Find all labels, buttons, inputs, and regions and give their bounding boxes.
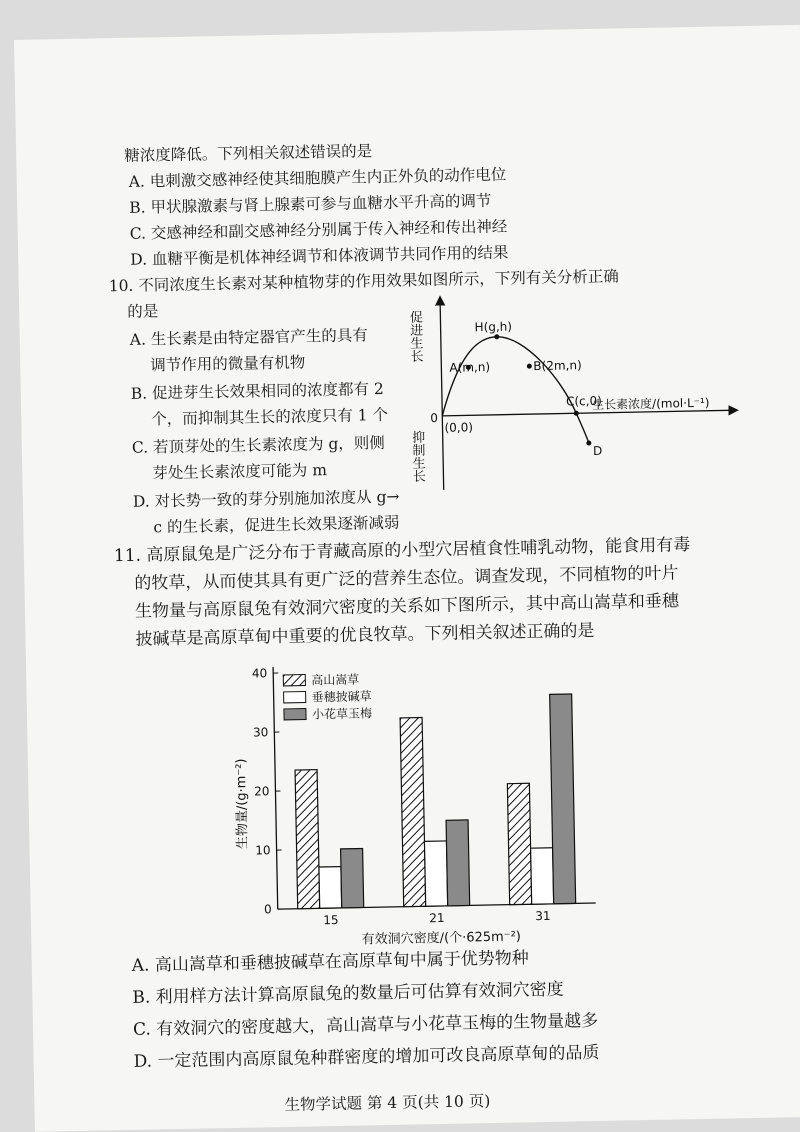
chart-y-axis-title: 生物量/(g·m⁻²) <box>233 758 251 850</box>
q11-option-c: C. 有效洞穴的密度越大，高山嵩草与小花草玉梅的生物量越多 <box>132 1010 599 1040</box>
q9-option-b: B. 甲状腺激素与肾上腺素可参与血糖水平升高的调节 <box>129 191 492 217</box>
q10-option-c: C. 若顶芽处的生长素浓度为 g，则侧 <box>131 433 385 457</box>
q9-option-d: D. 血糖平衡是机体神经调节和体液调节共同作用的结果 <box>130 243 509 269</box>
x-axis-title: 生长素浓度/(mol·L⁻¹) <box>591 395 710 412</box>
bar-2-0 <box>507 783 531 904</box>
label-a: A(m,n) <box>449 359 491 375</box>
q10-stem-line2: 的是 <box>127 302 159 321</box>
y-tick-label: 20 <box>254 784 270 799</box>
exam-page <box>14 25 800 1132</box>
chart-y-axis <box>273 667 278 909</box>
q9-option-c: C. 交感神经和副交感神经分别属于传入神经和传出神经 <box>129 217 508 243</box>
x-tick-label: 31 <box>535 908 551 924</box>
q10-option-a: A. 生长素是由特定器官产生的具有 <box>129 326 368 349</box>
legend-swatch-1 <box>284 692 306 703</box>
point-d <box>586 440 591 445</box>
q11-stem-line2: 的牧草，从而使其具有更广泛的营养生态位。调查发现，不同植物的叶片 <box>134 563 679 594</box>
label-b: B(2m,n) <box>533 358 582 374</box>
y-tick-label: 30 <box>252 725 269 740</box>
bar-2-2 <box>550 694 576 904</box>
diagram-y-axis <box>440 298 444 490</box>
x-tick-label: 21 <box>429 910 445 926</box>
legend-label-0: 高山嵩草 <box>311 672 360 688</box>
label-zero: 0 <box>430 410 439 426</box>
point-c <box>574 411 579 416</box>
y-tick-label: 40 <box>251 666 268 681</box>
growth-effect-diagram <box>404 284 748 500</box>
y-axis-negative-label: 抑制生长 <box>409 430 426 483</box>
q11-stem-line4: 披碱草是高原草甸中重要的优良牧草。下列相关叙述正确的是 <box>135 620 595 650</box>
point-h <box>494 334 499 339</box>
chart-x-axis-title: 有效洞穴密度/(个·625m⁻²) <box>361 929 522 948</box>
bar-1-1 <box>424 841 447 906</box>
legend-swatch-2 <box>284 709 306 720</box>
y-axis-positive-label: 促进生长 <box>406 310 423 363</box>
label-c: C(c,0) <box>565 393 602 409</box>
legend-label-1: 垂穗披碱草 <box>311 689 372 705</box>
q10-option-b-cont: 个，而抑制其生长的浓度只有 1 个 <box>151 405 389 429</box>
bar-0-2 <box>341 848 364 907</box>
x-tick-label: 15 <box>323 912 339 928</box>
y-tick-label: 10 <box>255 843 271 858</box>
label-d: D <box>592 443 603 458</box>
q10-stem-line1: 10. 不同浓度生长素对某种植物芽的作用效果如图所示，下列有关分析正确 <box>108 267 619 296</box>
label-h: H(g,h) <box>474 319 513 335</box>
q11-stem-line3: 生物量与高原鼠兔有效洞穴密度的关系如下图所示，其中高山嵩草和垂穗 <box>134 591 680 622</box>
q10-option-d: D. 对长势一致的芽分别施加浓度从 g→ <box>132 487 400 511</box>
biomass-bar-chart <box>221 647 617 954</box>
legend-swatch-0 <box>283 675 305 686</box>
label-origin: (0,0) <box>444 420 474 435</box>
q11-option-a: A. 高山嵩草和垂穗披碱草在高原草甸中属于优势物种 <box>131 948 530 976</box>
q10-option-d-cont: c 的生长素，促进生长效果逐渐减弱 <box>153 513 400 537</box>
legend-label-2: 小花草玉梅 <box>311 706 373 722</box>
q10-option-a-cont: 调节作用的微量有机物 <box>150 353 306 375</box>
bar-1-0 <box>400 717 426 906</box>
q9-stem-cont: 糖浓度降低。下列相关叙述错误的是 <box>124 142 373 165</box>
bar-0-0 <box>295 770 320 909</box>
q11-stem-line1: 11. 高原鼠兔是广泛分布于青藏高原的小型穴居植食性哺乳动物，能食用有毒 <box>113 535 691 567</box>
y-tick-label: 0 <box>263 902 272 917</box>
q10-option-c-cont: 芽处生长素浓度可能为 m <box>152 461 328 483</box>
q11-option-b: B. 利用样方法计算高原鼠兔的数量后可估算有效洞穴密度 <box>132 979 564 1008</box>
q9-option-a: A. 电刺激交感神经使其细胞膜产生内正外负的动作电位 <box>128 165 507 191</box>
q10-option-b: B. 促进芽生长效果相同的浓度都有 2 <box>130 379 384 403</box>
diagram-x-axis <box>442 410 736 416</box>
point-b <box>527 364 532 369</box>
q11-option-d: D. 一定范围内高原鼠兔种群密度的增加可改良高原草甸的品质 <box>133 1042 600 1072</box>
bar-0-1 <box>319 867 342 909</box>
bar-1-2 <box>446 820 470 906</box>
page-footer: 生物学试题 第 4 页(共 10 页) <box>284 1092 491 1115</box>
bar-2-1 <box>531 848 554 904</box>
